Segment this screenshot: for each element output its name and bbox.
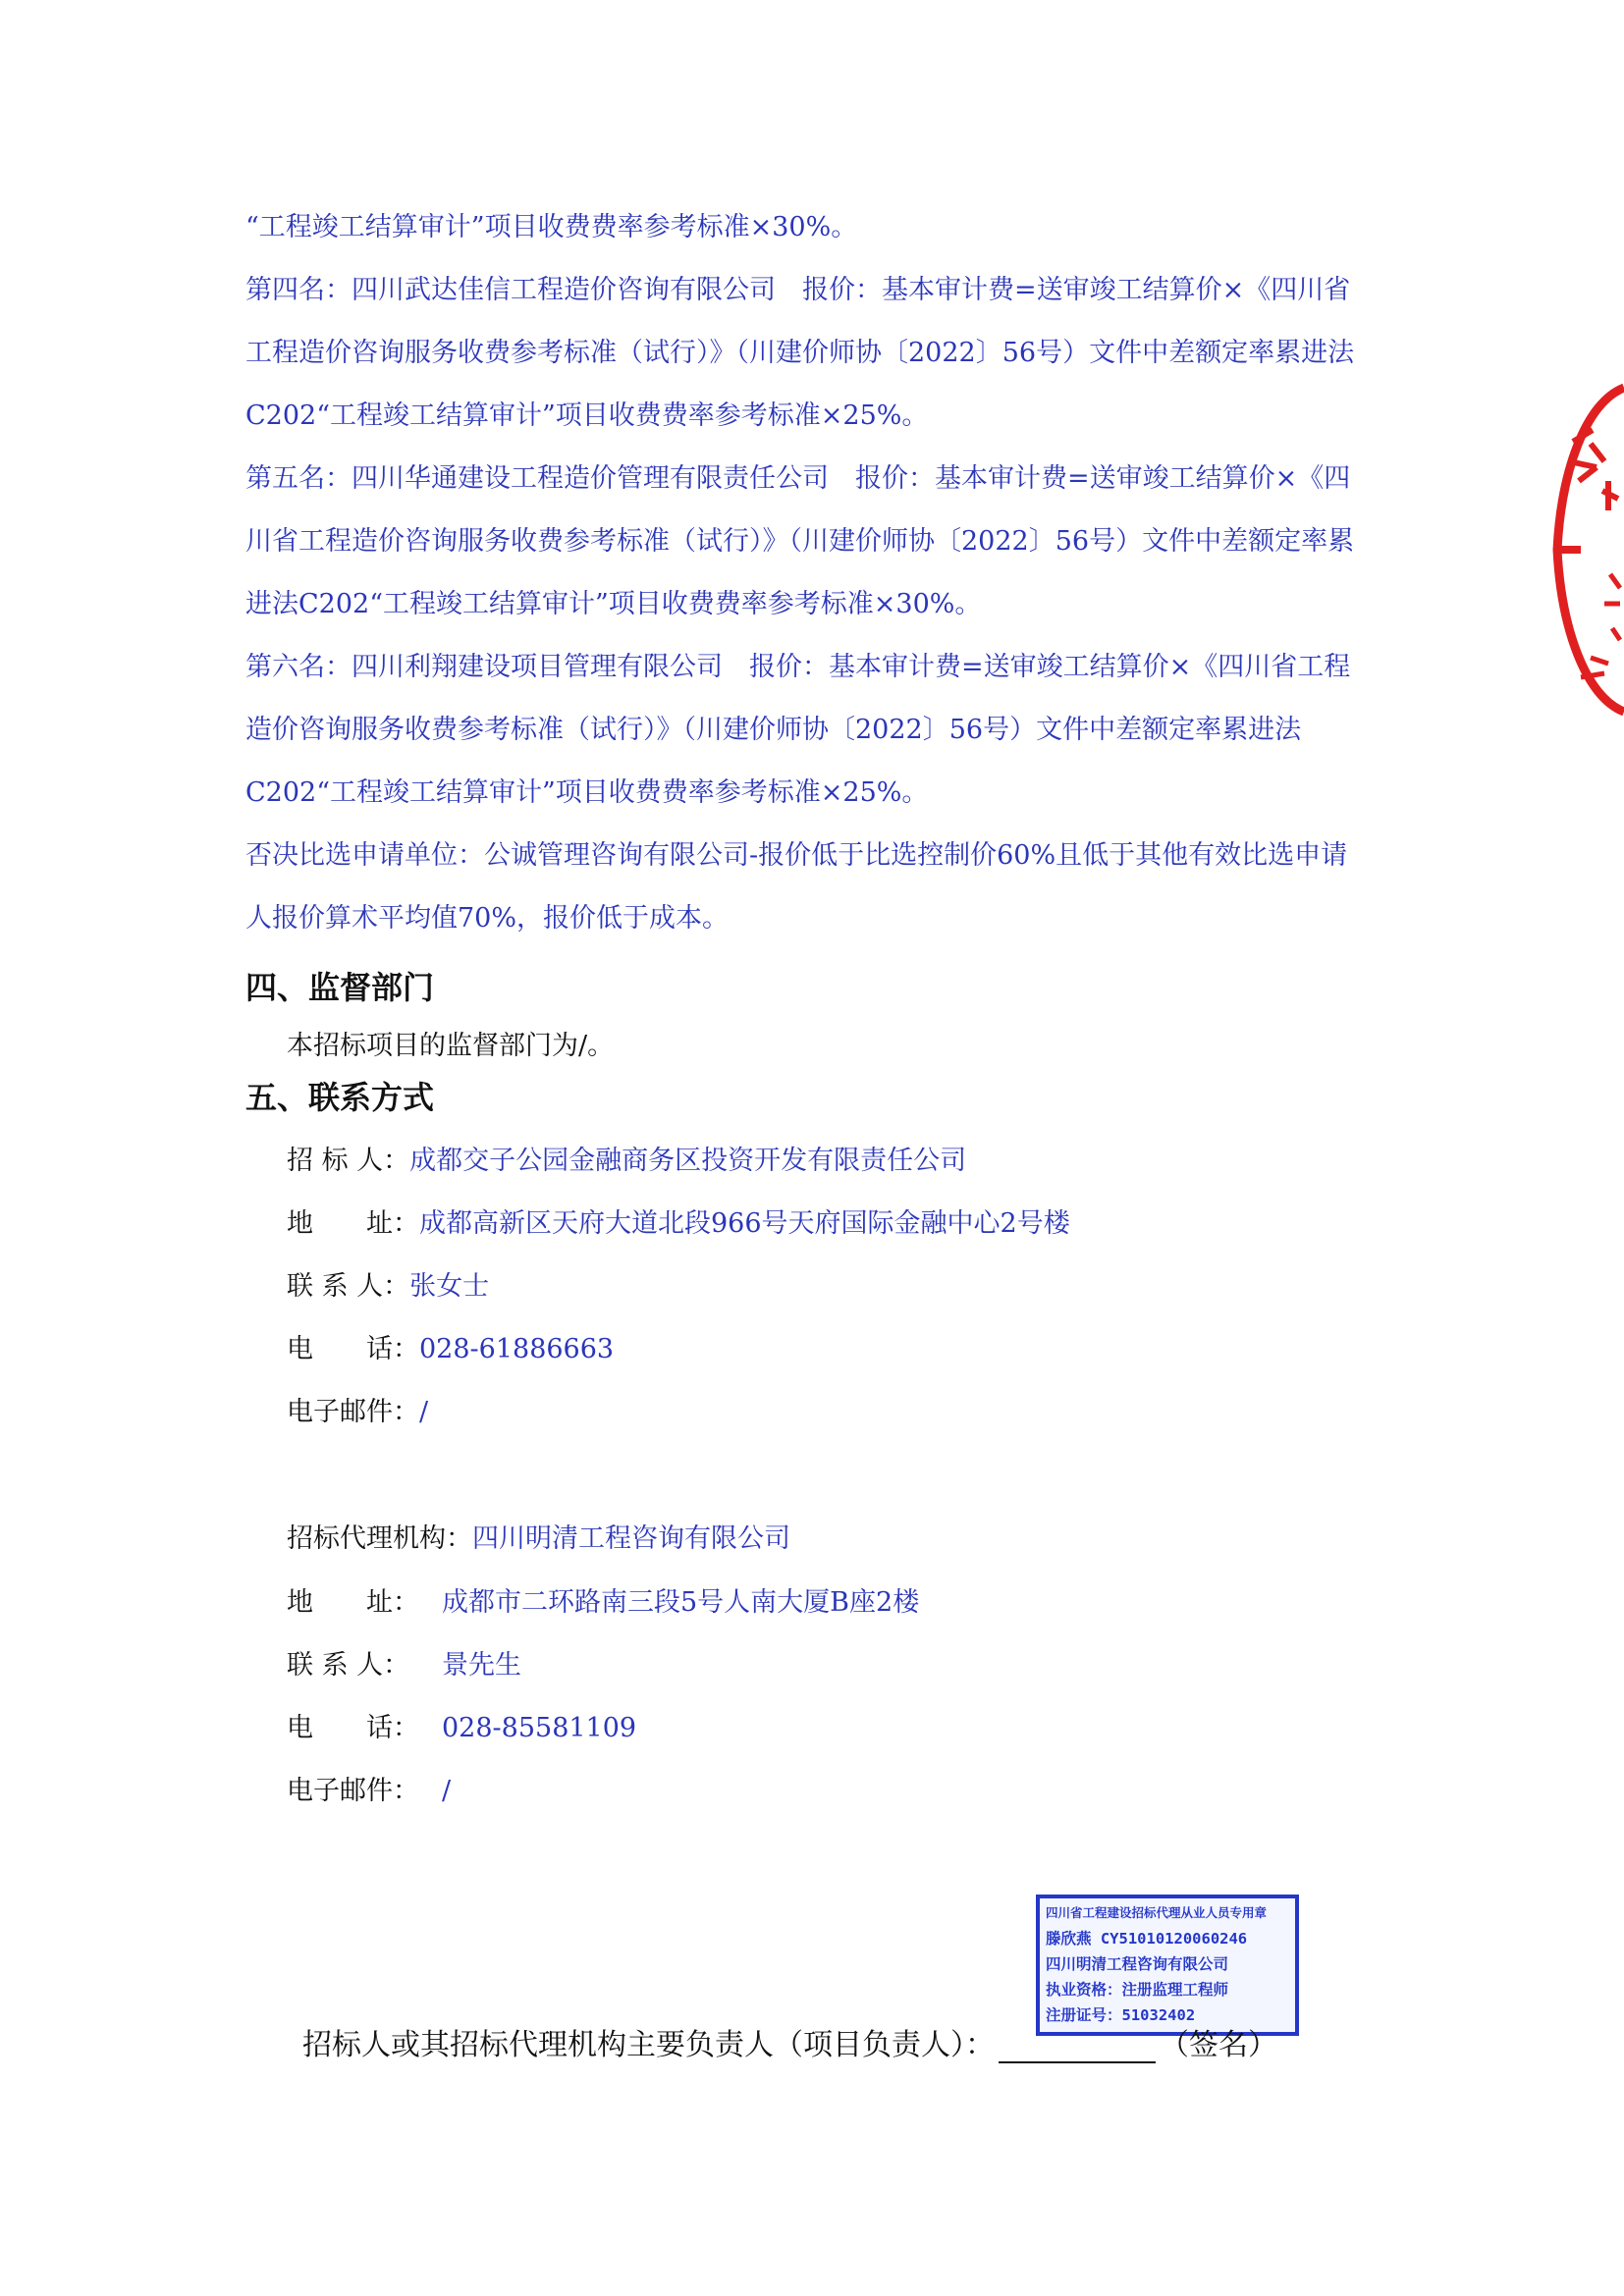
agency-name-row — [287, 1517, 790, 1555]
tenderer-address-label: 地 址： — [287, 1208, 419, 1239]
tenderer-contact-label: 联 系 人： — [287, 1271, 410, 1302]
signature-blank — [999, 2036, 1156, 2063]
agency-phone-label: 电 话： — [287, 1713, 419, 1743]
tenderer-name-row — [287, 1139, 966, 1177]
stamp-line: 四川明清工程咨询有限公司 — [1046, 1955, 1229, 1973]
tenderer-phone: 028-61886663 — [419, 1334, 615, 1364]
agency-contact-label: 联 系 人： — [287, 1650, 410, 1681]
agency-contact: 景先生 — [442, 1650, 521, 1681]
red-seal-fragment — [1551, 383, 1624, 717]
supervision-text: 本招标项目的监督部门为/。 — [287, 1031, 615, 1061]
stamp-line: 执业资格：注册监理工程师 — [1046, 1981, 1229, 1999]
tenderer-phone-row — [287, 1327, 614, 1365]
tenderer-address: 成都高新区天府大道北段966号天府国际金融中心2号楼 — [419, 1208, 1070, 1239]
tenderer-address-row — [287, 1201, 1070, 1240]
agent-personal-stamp — [1036, 1895, 1299, 2036]
agency-phone-row — [287, 1706, 636, 1744]
agency-name: 四川明清工程咨询有限公司 — [472, 1523, 790, 1554]
signature-text: 招标人或其招标代理机构主要负责人（项目负责人）： — [302, 2028, 995, 2062]
agency-name-label: 招标代理机构： — [287, 1523, 472, 1554]
agency-phone: 028-85581109 — [442, 1713, 637, 1743]
signature-line — [302, 2020, 1277, 2063]
tenderer-email: / — [419, 1397, 429, 1427]
tenderer-name-label: 招 标 人： — [287, 1146, 410, 1176]
tenderer-name: 成都交子公园金融商务区投资开发有限责任公司 — [409, 1146, 967, 1176]
agency-email: / — [442, 1776, 452, 1806]
tenderer-phone-label: 电 话： — [287, 1334, 419, 1364]
rejected-applicant: 否决比选申请单位：公诚管理咨询有限公司-报价低于比选控制价60%且低于其他有效比选申请人报价算术平均值70%，报价低于成本。 — [245, 840, 1348, 934]
ranking-continuation: “工程竣工结算审计”项目收费费率参考标准×30%。 — [245, 212, 858, 242]
stamp-line: 滕欣燕 CY51010120060246 — [1046, 1930, 1248, 1948]
section-heading-contact: 五、联系方式 — [245, 1079, 435, 1116]
tenderer-email-row — [287, 1390, 428, 1428]
signature-suffix: （签名） — [1160, 2028, 1277, 2062]
agency-contact-row — [287, 1643, 521, 1682]
agency-address: 成都市二环路南三段5号人南大厦B座2楼 — [442, 1587, 920, 1618]
agency-email-row — [287, 1769, 451, 1807]
stamp-line: 注册证号：51032402 — [1046, 2006, 1196, 2024]
stamp-line: 四川省工程建设招标代理从业人员专用章 — [1046, 1905, 1268, 1920]
tenderer-email-label: 电子邮件： — [287, 1397, 419, 1427]
tenderer-contact-row — [287, 1264, 489, 1303]
ranking-fourth: 第四名：四川武达佳信工程造价咨询有限公司 报价：基本审计费=送审竣工结算价×《四川省工程造价咨询服务收费参考标准（试行）》（川建价师协〔2022〕56号）文件中差额定率累进法C202“工程竣工结算审计”项目收费费率参考标准×25%。 — [245, 275, 1355, 431]
tenderer-contact: 张女士 — [409, 1271, 490, 1302]
agency-address-label: 地 址： — [287, 1587, 419, 1618]
agency-address-row — [287, 1580, 919, 1619]
ranking-fifth: 第五名：四川华通建设工程造价管理有限责任公司 报价：基本审计费=送审竣工结算价×《四川省工程造价咨询服务收费参考标准（试行）》（川建价师协〔2022〕56号）文件中差额定率累进法C202“工程竣工结算审计”项目收费费率参考标准×30%。 — [245, 463, 1355, 619]
ranking-sixth: 第六名：四川利翔建设项目管理有限公司 报价：基本审计费=送审竣工结算价×《四川省工程造价咨询服务收费参考标准（试行）》（川建价师协〔2022〕56号）文件中差额定率累进法C202“工程竣工结算审计”项目收费费率参考标准×25%。 — [245, 652, 1351, 808]
agency-email-label: 电子邮件： — [287, 1776, 419, 1806]
section-heading-supervision: 四、监督部门 — [245, 969, 435, 1006]
